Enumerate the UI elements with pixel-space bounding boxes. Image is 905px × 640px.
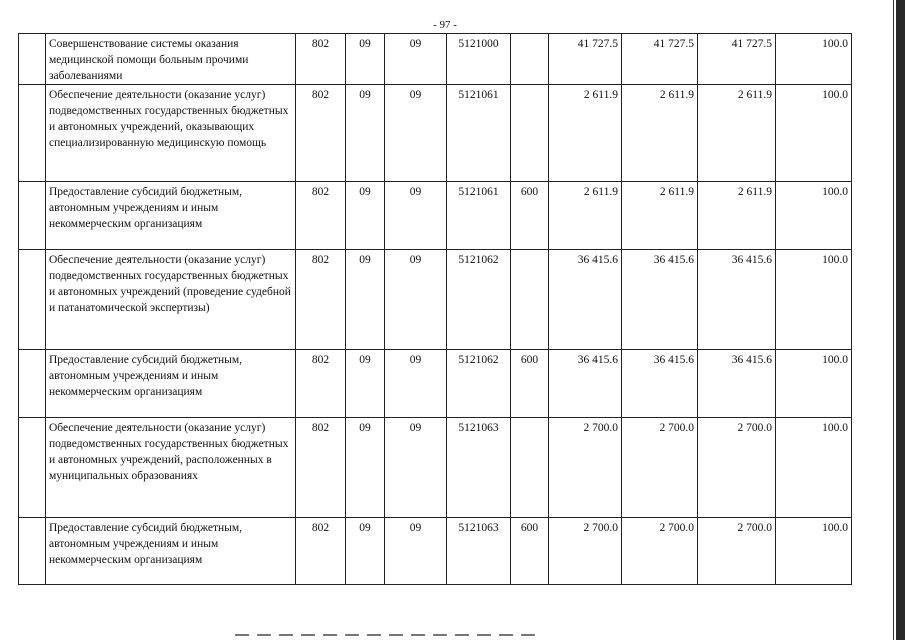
amount-3-cell: 41 727.5 — [698, 34, 776, 85]
expense-type-cell — [511, 250, 549, 350]
section-code-cell: 09 — [346, 518, 385, 585]
admin-code-cell: 802 — [296, 182, 346, 250]
admin-code-cell: 802 — [296, 518, 346, 585]
page-number: - 97 - — [433, 19, 457, 31]
expense-type-cell — [511, 34, 549, 85]
subsection-code-cell: 09 — [385, 418, 447, 518]
subsection-code-cell: 09 — [385, 34, 447, 85]
amount-1-cell: 41 727.5 — [549, 34, 622, 85]
amount-1-cell: 36 415.6 — [549, 250, 622, 350]
percent-cell: 100.0 — [776, 418, 852, 518]
section-code-cell: 09 — [346, 418, 385, 518]
admin-code-cell: 802 — [296, 250, 346, 350]
amount-1-cell: 36 415.6 — [549, 350, 622, 418]
row-name-cell: Совершенствование системы оказания медицинской помощи больным прочими заболеваниями — [46, 34, 296, 85]
expense-type-cell: 600 — [511, 182, 549, 250]
percent-cell: 100.0 — [776, 85, 852, 182]
scan-edge — [896, 0, 905, 640]
target-code-cell: 5121000 — [447, 34, 511, 85]
amount-3-cell: 2 611.9 — [698, 182, 776, 250]
amount-3-cell: 2 700.0 — [698, 418, 776, 518]
amount-1-cell: 2 611.9 — [549, 182, 622, 250]
row-name-cell: Предоставление субсидий бюджетным, автономным учреждениям и иным некоммерческим организациям — [46, 518, 296, 585]
amount-2-cell: 2 611.9 — [622, 182, 698, 250]
percent-cell: 100.0 — [776, 182, 852, 250]
table-row — [19, 182, 852, 250]
row-margin-cell — [19, 34, 46, 85]
table-body — [19, 34, 852, 585]
table-row — [19, 418, 852, 518]
amount-1-cell: 2 611.9 — [549, 85, 622, 182]
section-code-cell: 09 — [346, 350, 385, 418]
admin-code-cell: 802 — [296, 85, 346, 182]
section-code-cell: 09 — [346, 182, 385, 250]
budget-table — [18, 33, 852, 585]
row-margin-cell — [19, 418, 46, 518]
admin-code-cell: 802 — [296, 418, 346, 518]
table-row — [19, 250, 852, 350]
row-name-cell: Обеспечение деятельности (оказание услуг) подведомственных государственных бюджетных и автономных учреждений, расположенных в муниципальных образованиях — [46, 418, 296, 518]
amount-1-cell: 2 700.0 — [549, 518, 622, 585]
target-code-cell: 5121062 — [447, 250, 511, 350]
amount-2-cell: 2 611.9 — [622, 85, 698, 182]
percent-cell: 100.0 — [776, 518, 852, 585]
table-row — [19, 34, 852, 85]
row-name-cell: Предоставление субсидий бюджетным, автономным учреждениям и иным некоммерческим организациям — [46, 350, 296, 418]
amount-3-cell: 36 415.6 — [698, 350, 776, 418]
expense-type-cell: 600 — [511, 350, 549, 418]
table-row — [19, 85, 852, 182]
amount-2-cell: 2 700.0 — [622, 418, 698, 518]
table-row — [19, 518, 852, 585]
amount-1-cell: 2 700.0 — [549, 418, 622, 518]
target-code-cell: 5121063 — [447, 418, 511, 518]
amount-3-cell: 2 700.0 — [698, 518, 776, 585]
target-code-cell: 5121062 — [447, 350, 511, 418]
amount-2-cell: 2 700.0 — [622, 518, 698, 585]
table-row — [19, 350, 852, 418]
subsection-code-cell: 09 — [385, 250, 447, 350]
row-margin-cell — [19, 250, 46, 350]
admin-code-cell: 802 — [296, 350, 346, 418]
section-code-cell: 09 — [346, 85, 385, 182]
section-code-cell: 09 — [346, 250, 385, 350]
expense-type-cell — [511, 85, 549, 182]
row-name-cell: Обеспечение деятельности (оказание услуг) подведомственных государственных бюджетных и автономных учреждений, оказывающих специализированную медицинскую помощь — [46, 85, 296, 182]
row-margin-cell — [19, 350, 46, 418]
percent-cell: 100.0 — [776, 34, 852, 85]
subsection-code-cell: 09 — [385, 518, 447, 585]
expense-type-cell: 600 — [511, 518, 549, 585]
amount-2-cell: 36 415.6 — [622, 250, 698, 350]
scan-border-line — [893, 0, 894, 640]
expense-type-cell — [511, 418, 549, 518]
percent-cell: 100.0 — [776, 250, 852, 350]
target-code-cell: 5121061 — [447, 85, 511, 182]
subsection-code-cell: 09 — [385, 85, 447, 182]
percent-cell: 100.0 — [776, 350, 852, 418]
row-name-cell: Предоставление субсидий бюджетным, автономным учреждениям и иным некоммерческим организациям — [46, 182, 296, 250]
amount-3-cell: 36 415.6 — [698, 250, 776, 350]
target-code-cell: 5121061 — [447, 182, 511, 250]
section-code-cell: 09 — [346, 34, 385, 85]
row-margin-cell — [19, 85, 46, 182]
subsection-code-cell: 09 — [385, 350, 447, 418]
target-code-cell: 5121063 — [447, 518, 511, 585]
amount-2-cell: 36 415.6 — [622, 350, 698, 418]
row-name-cell: Обеспечение деятельности (оказание услуг) подведомственных государственных бюджетных и автономных учреждений (проведение судебной и патанатомической экспертизы) — [46, 250, 296, 350]
scan-footer-marks — [235, 634, 535, 636]
row-margin-cell — [19, 182, 46, 250]
subsection-code-cell: 09 — [385, 182, 447, 250]
amount-3-cell: 2 611.9 — [698, 85, 776, 182]
amount-2-cell: 41 727.5 — [622, 34, 698, 85]
admin-code-cell: 802 — [296, 34, 346, 85]
row-margin-cell — [19, 518, 46, 585]
